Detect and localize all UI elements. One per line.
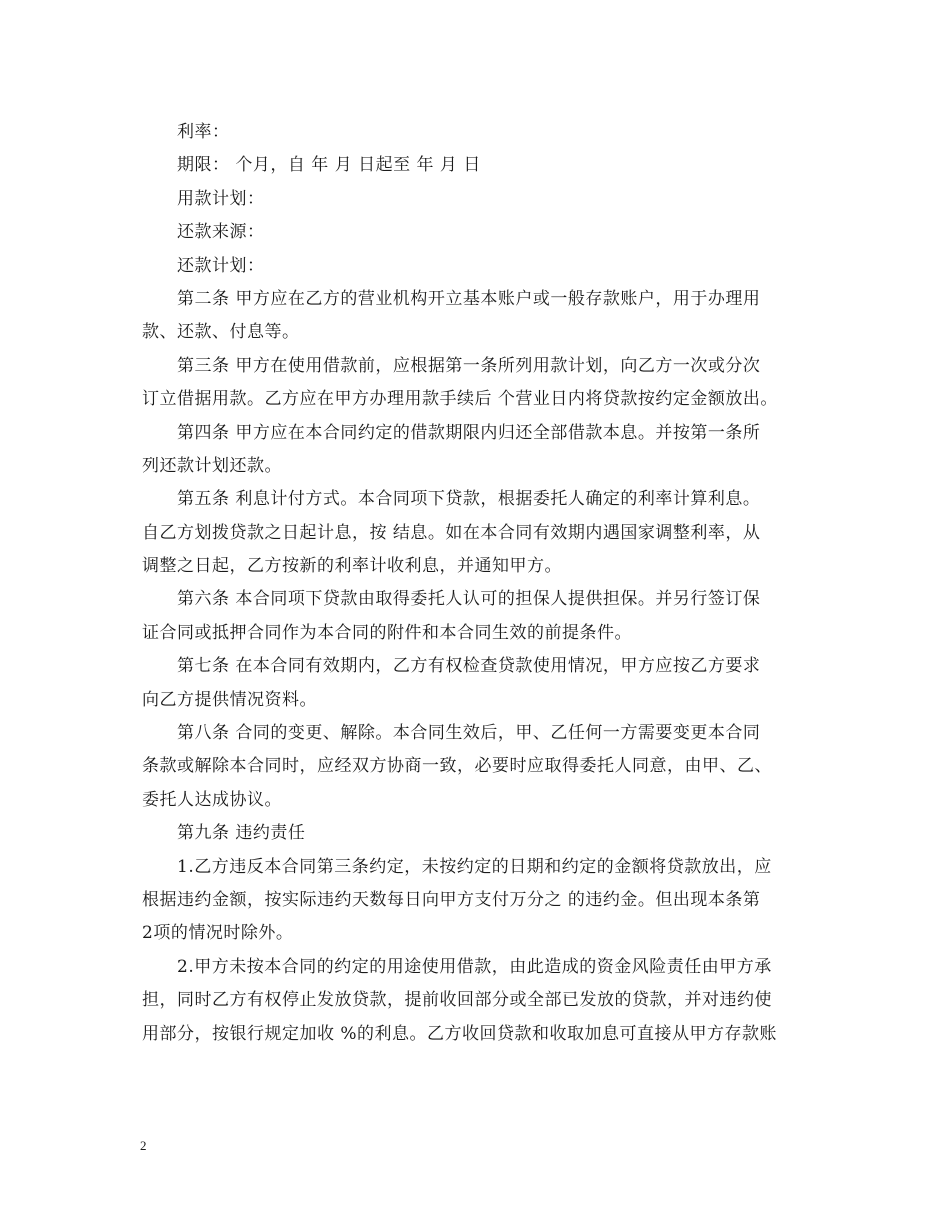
text-line: 委托人达成协议。 xyxy=(142,789,282,810)
text-line: 条款或解除本合同时，应经双方协商一致，必要时应取得委托人同意，由甲、乙、 xyxy=(142,756,772,777)
text-line: 根据违约金额，按实际违约天数每日向甲方支付万分之 的违约金。但出现本条第 xyxy=(142,889,761,910)
text-line: 第七条 在本合同有效期内，乙方有权检查贷款使用情况，甲方应按乙方要求 xyxy=(177,656,761,677)
text-line: 订立借据用款。乙方应在甲方办理用款手续后 个营业日内将贷款按约定金额放出。 xyxy=(142,389,778,410)
text-line: 证合同或抵押合同作为本合同的附件和本合同生效的前提条件。 xyxy=(142,622,632,643)
text-line: 调整之日起，乙方按新的利率计收利息，并通知甲方。 xyxy=(142,556,562,577)
text-line: 第五条 利息计付方式。本合同项下贷款，根据委托人确定的利率计算利息。 xyxy=(177,489,761,510)
text-line: 第二条 甲方应在乙方的营业机构开立基本账户或一般存款账户，用于办理用 xyxy=(177,288,761,309)
text-line: 期限： 个月，自 年 月 日起至 年 月 日 xyxy=(177,155,481,176)
text-line: 还款计划： xyxy=(177,255,265,276)
text-line: 1.乙方违反本合同第三条约定，未按约定的日期和约定的金额将贷款放出，应 xyxy=(177,856,772,877)
text-line: 用部分，按银行规定加收 %的利息。乙方收回贷款和收取加息可直接从甲方存款账 xyxy=(142,1023,778,1044)
text-line: 第三条 甲方在使用借款前，应根据第一条所列用款计划，向乙方一次或分次 xyxy=(177,355,761,376)
text-line: 2.甲方未按本合同的约定的用途使用借款，由此造成的资金风险责任由甲方承 xyxy=(177,956,772,977)
text-line: 第六条 本合同项下贷款由取得委托人认可的担保人提供担保。并另行签订保 xyxy=(177,589,761,610)
text-line: 用款计划： xyxy=(177,188,265,209)
text-line: 第四条 甲方应在本合同约定的借款期限内归还全部借款本息。并按第一条所 xyxy=(177,422,761,443)
text-line: 还款来源： xyxy=(177,222,265,243)
text-line: 向乙方提供情况资料。 xyxy=(142,689,317,710)
text-line: 款、还款、付息等。 xyxy=(142,322,300,343)
text-line: 利率： xyxy=(177,122,230,142)
text-line: 第九条 违约责任 xyxy=(177,823,306,844)
document-body xyxy=(142,116,810,1051)
text-line: 担，同时乙方有权停止发放贷款，提前收回部分或全部已发放的贷款，并对违约使 xyxy=(142,990,772,1011)
text-line: 2项的情况时除外。 xyxy=(142,923,294,944)
text-line: 第八条 合同的变更、解除。本合同生效后，甲、乙任何一方需要变更本合同 xyxy=(177,723,761,744)
page-number: 2 xyxy=(140,1138,147,1153)
text-line: 列还款计划还款。 xyxy=(142,455,282,476)
text-line: 自乙方划拨贷款之日起计息，按 结息。如在本合同有效期内遇国家调整利率，从 xyxy=(142,522,761,543)
